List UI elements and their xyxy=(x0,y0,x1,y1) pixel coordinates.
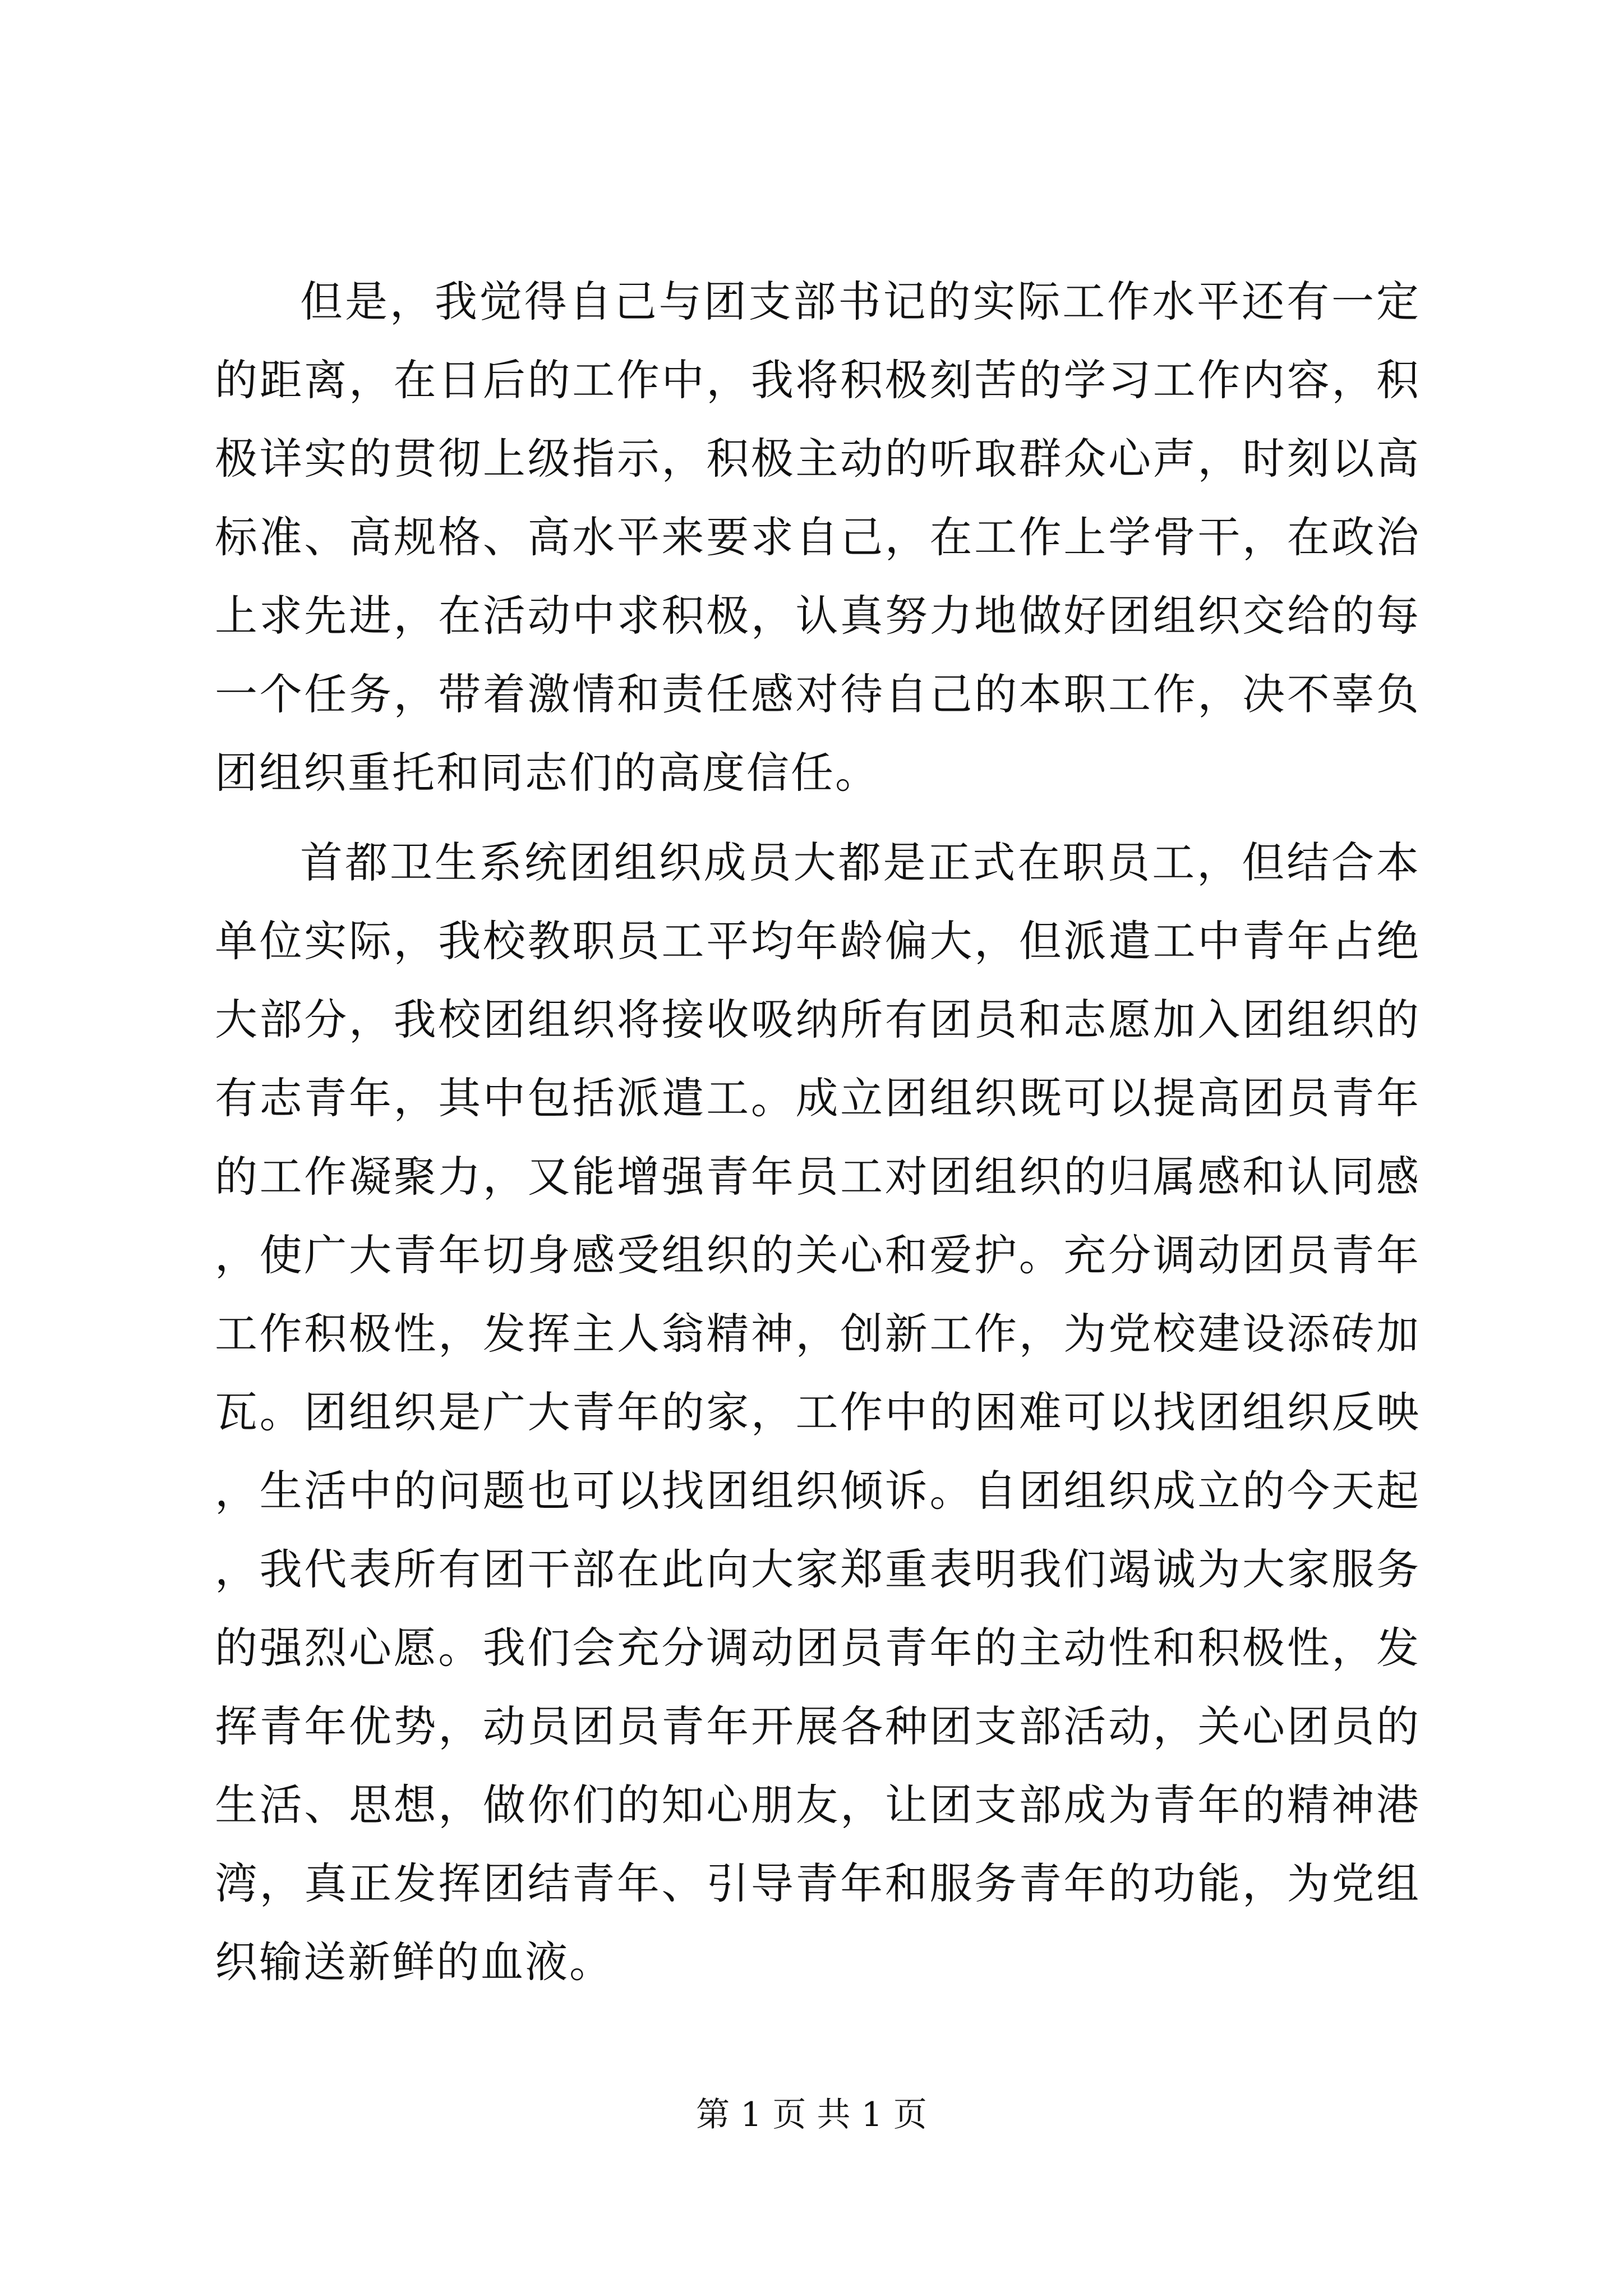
document-body xyxy=(215,263,1421,2001)
paragraph-1: 但是，我觉得自己与团支部书记的实际工作水平还有一定的距离，在日后的工作中，我将积极刻苦的学习工作内容，积极详实的贯彻上级指示，积极主动的听取群众心声，时刻以高标准、高规格、高水平来要求自己，在工作上学骨干，在政治上求先进，在活动中求积极，认真努力地做好团组织交给的每一个任务，带着激情和责任感对待自己的本职工作，决不辜负团组织重托和同志们的高度信任。 xyxy=(215,277,1421,798)
page-footer: 第 1 页 共 1 页 xyxy=(696,2095,927,2134)
paragraph-2: 首都卫生系统团组织成员大都是正式在职员工，但结合本单位实际，我校教职员工平均年龄偏大，但派遣工中青年占绝大部分，我校团组织将接收吸纳所有团员和志愿加入团组织的有志青年，其中包括派遣工。成立团组织既可以提高团员青年的工作凝聚力，又能增强青年员工对团组织的归属感和认同感，使广大青年切身感受组织的关心和爱护。充分调动团员青年工作积极性，发挥主人翁精神，创新工作，为党校建设添砖加瓦。团组织是广大青年的家，工作中的困难可以找团组织反映，生活中的问题也可以找团组织倾诉。自团组织成立的今天起，我代表所有团干部在此向大家郑重表明我们竭诚为大家服务的强烈心愿。我们会充分调动团员青年的主动性和积极性，发挥青年优势，动员团员青年开展各种团支部活动，关心团员的生活、思想，做你们的知心朋友，让团支部成为青年的精神港湾，真正发挥团结青年、引导青年和服务青年的功能，为党组织输送新鲜的血液。 xyxy=(215,838,1421,1987)
